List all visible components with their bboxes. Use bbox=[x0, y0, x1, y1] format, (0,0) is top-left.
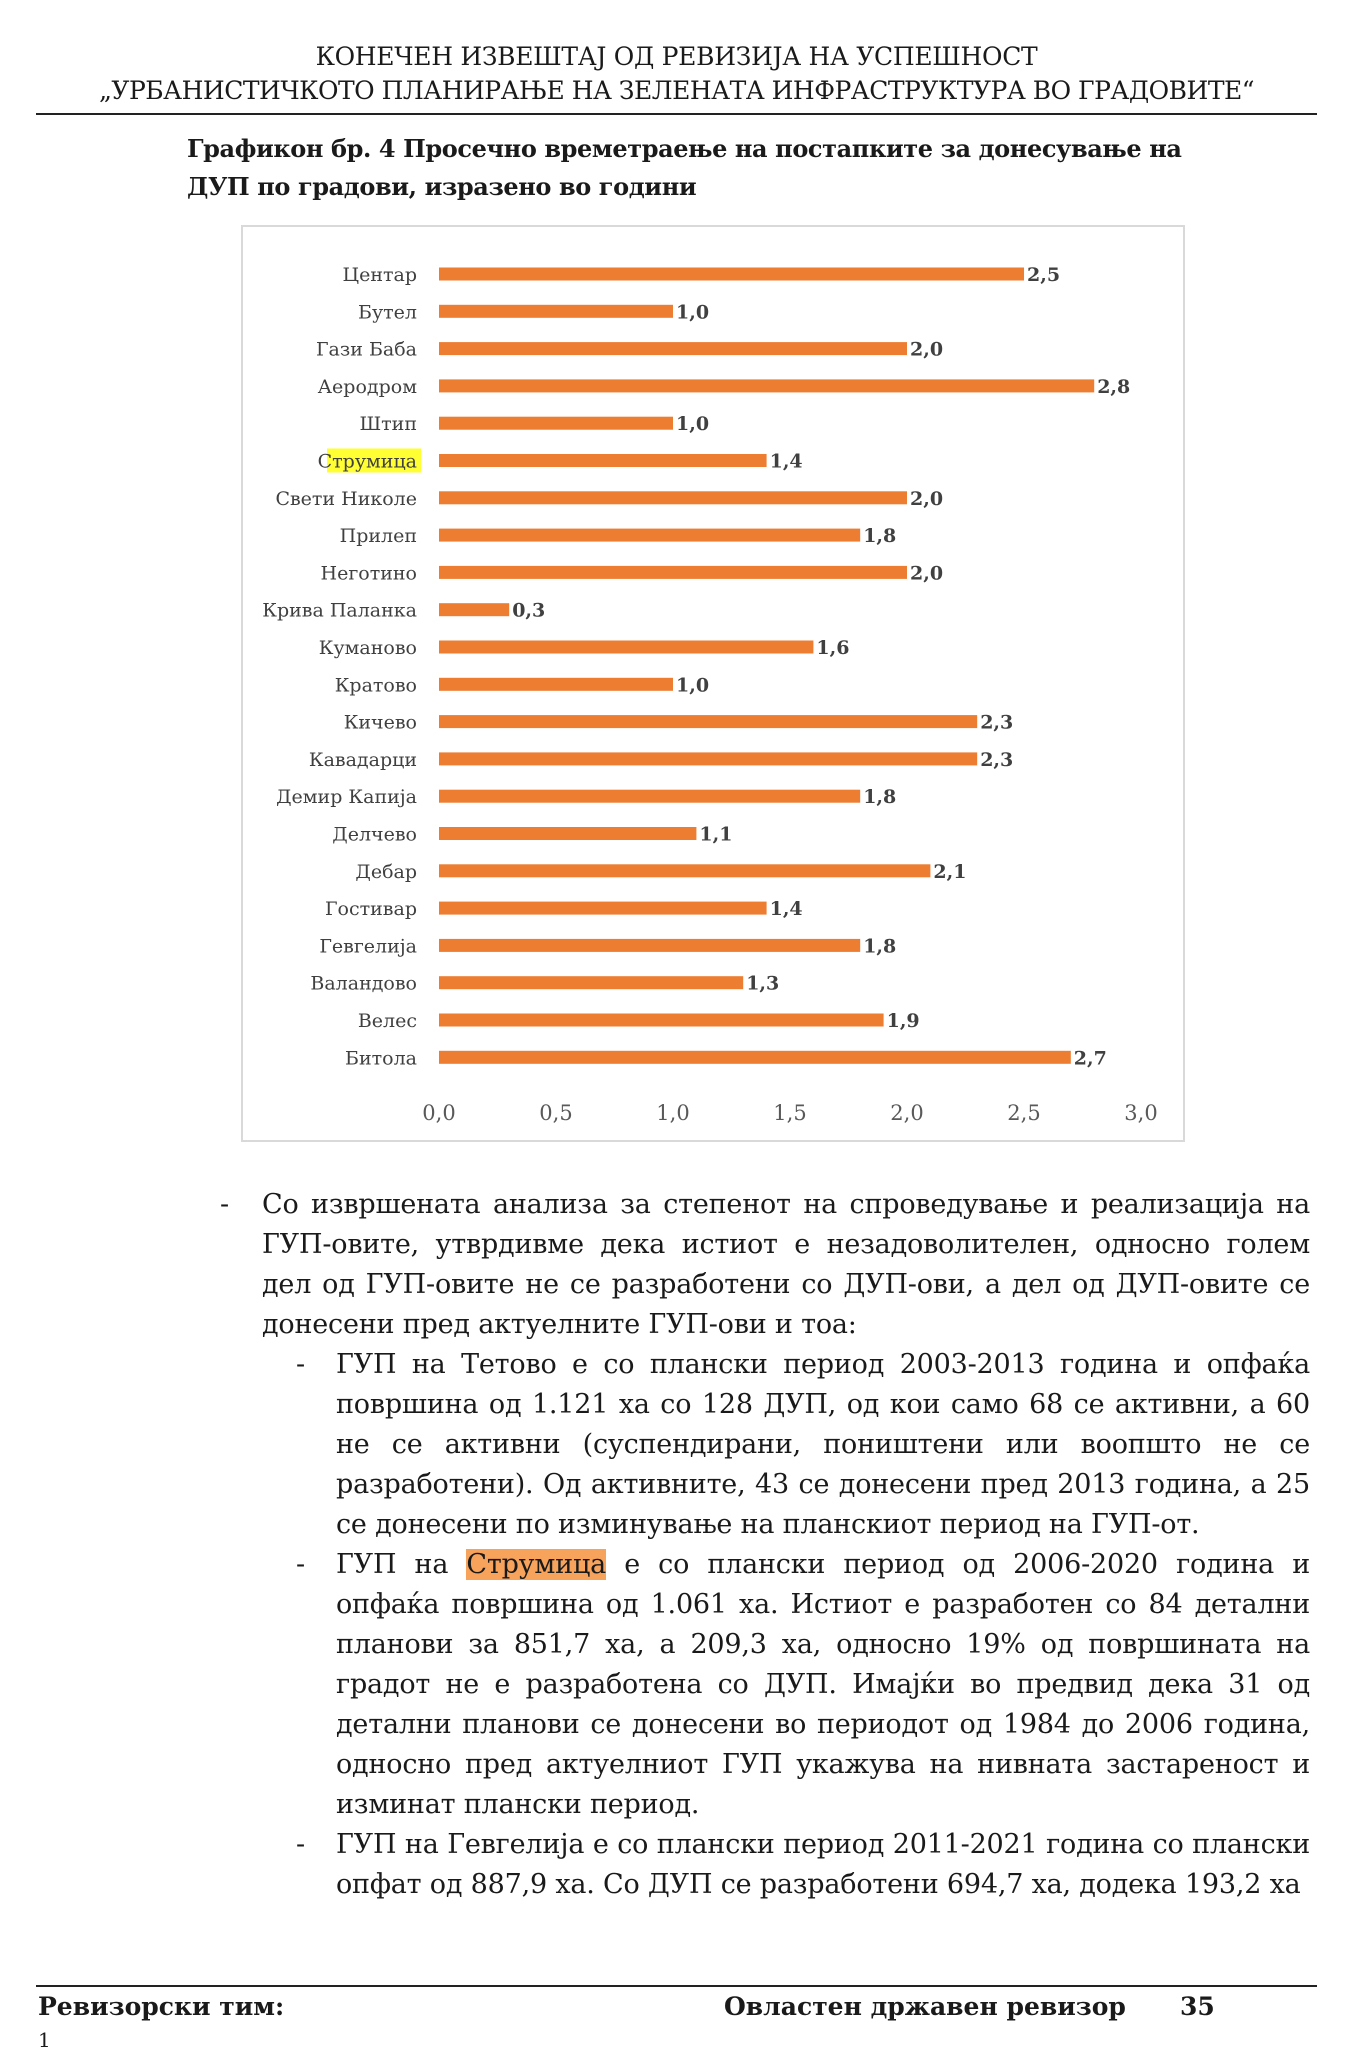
category-label: Битола bbox=[345, 1047, 417, 1070]
audit-team-label: Ревизорски тим: bbox=[38, 1992, 285, 2021]
data-label: 1,0 bbox=[676, 413, 710, 436]
footer-footnote: 1 bbox=[38, 2028, 51, 2052]
header-divider bbox=[36, 113, 1317, 115]
category-label: Демир Капија bbox=[276, 786, 417, 809]
category-label: Дебар bbox=[355, 860, 417, 883]
bar bbox=[439, 305, 673, 318]
category-label: Крива Паланка bbox=[262, 599, 417, 622]
category-label: Делчево bbox=[332, 823, 417, 846]
bar bbox=[439, 790, 860, 803]
bar bbox=[439, 1014, 884, 1027]
paragraph-text: ГУП на Гевгелија е со плански период 2011-2021 година со плански опфат од 887,9 ха. Со ДУП се разработени 694,7 ха, додека 193,2 ха bbox=[336, 1829, 1310, 1900]
data-label: 1,1 bbox=[699, 823, 733, 846]
bar bbox=[439, 1051, 1071, 1064]
chart-caption: Графикон бр. 4 Просечно времетраење на постапките за донесување на ДУП по градови, изразено во години bbox=[187, 134, 1182, 201]
data-label: 1,8 bbox=[863, 525, 897, 548]
category-label: Валандово bbox=[310, 972, 417, 995]
data-label: 1,8 bbox=[863, 935, 897, 958]
chart-frame bbox=[241, 225, 1185, 1142]
bullet-paragraph bbox=[220, 1185, 1310, 1345]
data-label: 1,4 bbox=[769, 898, 803, 921]
data-label: 2,3 bbox=[980, 748, 1014, 771]
data-label: 2,0 bbox=[910, 487, 944, 510]
category-label: Неготино bbox=[320, 562, 417, 585]
paragraph-text-start: ГУП на bbox=[336, 1549, 467, 1580]
bullet-dash: - bbox=[296, 1829, 305, 1860]
data-label: 1,9 bbox=[886, 1010, 920, 1032]
bullet-dash: - bbox=[296, 1349, 305, 1380]
data-label: 0,3 bbox=[512, 599, 546, 622]
category-label: Гостивар bbox=[324, 898, 417, 921]
data-label: 1,8 bbox=[863, 786, 897, 809]
category-label: Гевгелија bbox=[319, 935, 417, 958]
category-label: Кичево bbox=[343, 711, 417, 734]
x-tick-label: 1,0 bbox=[656, 1101, 690, 1125]
bar bbox=[439, 491, 907, 504]
x-tick-label: 0,5 bbox=[539, 1101, 573, 1125]
category-label: Велес bbox=[357, 1010, 417, 1032]
bar-chart bbox=[243, 227, 1183, 1140]
bar bbox=[439, 752, 977, 765]
bar bbox=[439, 603, 509, 616]
paragraph-text: Со извршената анализа за степенот на спроведување и реализација на ГУП-овите, утврдивме дека истиот е незадоволителен, односно голем дел од ГУП-овите не се разработени со ДУП-ови, а дел од ДУП-овите се донесени пред актуелните ГУП-ови и тоа: bbox=[262, 1189, 1310, 1340]
category-label: Бутел bbox=[358, 301, 417, 324]
bar bbox=[439, 827, 696, 840]
data-label: 2,8 bbox=[1097, 375, 1131, 398]
footer-divider bbox=[36, 1985, 1317, 1987]
data-label: 1,0 bbox=[676, 674, 710, 697]
data-label: 2,7 bbox=[1073, 1047, 1107, 1070]
report-title: КОНЕЧЕН ИЗВЕШТАЈ ОД РЕВИЗИЈА НА УСПЕШНОСТ bbox=[315, 42, 1038, 71]
bar bbox=[439, 268, 1024, 281]
bar bbox=[439, 454, 767, 467]
highlighted-city: Струмица bbox=[466, 1549, 607, 1580]
sub-bullet-tetovo bbox=[220, 1345, 1310, 1545]
category-label: Кавадарци bbox=[308, 748, 417, 771]
page-number: 35 bbox=[1180, 1992, 1215, 2021]
data-label: 2,0 bbox=[910, 562, 944, 585]
x-tick-label: 1,5 bbox=[773, 1101, 807, 1125]
x-tick-label: 0,0 bbox=[422, 1101, 456, 1125]
data-label: 2,3 bbox=[980, 711, 1014, 734]
bullet-dash: - bbox=[220, 1189, 229, 1220]
bar bbox=[439, 379, 1094, 392]
bar bbox=[439, 715, 977, 728]
data-label: 1,6 bbox=[816, 637, 850, 659]
bar bbox=[439, 529, 860, 542]
bar bbox=[439, 864, 930, 877]
category-label: Прилеп bbox=[339, 525, 417, 548]
bar bbox=[439, 976, 743, 989]
paragraph-text: ГУП на Тетово е со плански период 2003-2013 година и опфаќа површина од 1.121 ха со 128 ДУП, од кои само 68 се активни, а 60 не се активни (суспендирани, поништени или воопшто не се разработени). Од активните, 43 се донесени пред 2013 година, а 25 се донесени по изминување на планскиот период на ГУП-от. bbox=[336, 1349, 1310, 1540]
category-label: Кратово bbox=[334, 674, 417, 697]
data-label: 2,1 bbox=[933, 860, 967, 883]
bar bbox=[439, 902, 767, 915]
category-label: Штип bbox=[359, 413, 417, 436]
auditor-label: Овластен државен ревизор bbox=[724, 1992, 1126, 2021]
bar bbox=[439, 939, 860, 952]
category-label: Куманово bbox=[318, 637, 417, 659]
bar bbox=[439, 641, 813, 654]
category-label: Центар bbox=[342, 264, 417, 286]
document-header bbox=[0, 40, 1353, 108]
data-label: 2,5 bbox=[1027, 264, 1061, 286]
bar bbox=[439, 566, 907, 579]
x-tick-label: 2,0 bbox=[890, 1101, 924, 1125]
paragraph-text-rest: е со плански период од 2006-2020 година и опфаќа површина од 1.061 ха. Истиот е разработен со 84 детални планови за 851,7 ха, а 209,3 ха, односно 19% од површината на градот не е разработена со ДУП. Имајќи во предвид дека 31 од детални планови се донесени во периодот од 1984 до 2006 година, односно пред актуелниот ГУП укажува на нивната застареност и изминат плански период. bbox=[336, 1549, 1310, 1820]
data-label: 2,0 bbox=[910, 338, 944, 361]
data-label: 1,4 bbox=[769, 450, 803, 473]
x-tick-label: 2,5 bbox=[1007, 1101, 1041, 1125]
category-label: Свети Николе bbox=[275, 487, 417, 510]
sub-bullet-strumica bbox=[220, 1545, 1310, 1825]
category-label: Гази Баба bbox=[315, 338, 417, 361]
bar bbox=[439, 342, 907, 355]
x-tick-label: 3,0 bbox=[1124, 1101, 1158, 1125]
sub-bullet-gevgelija bbox=[220, 1825, 1310, 1905]
category-label: Аеродром bbox=[317, 375, 417, 398]
data-label: 1,3 bbox=[746, 972, 780, 995]
data-label: 1,0 bbox=[676, 301, 710, 324]
category-label: Струмица bbox=[317, 450, 417, 473]
bar bbox=[439, 417, 673, 430]
report-subtitle: „УРБАНИСТИЧКОТО ПЛАНИРАЊЕ НА ЗЕЛЕНАТА ИНФРАСТРУКТУРА ВО ГРАДОВИТЕ“ bbox=[98, 76, 1255, 105]
body-text bbox=[220, 1185, 1310, 1905]
bullet-dash: - bbox=[296, 1549, 305, 1580]
bar bbox=[439, 678, 673, 691]
